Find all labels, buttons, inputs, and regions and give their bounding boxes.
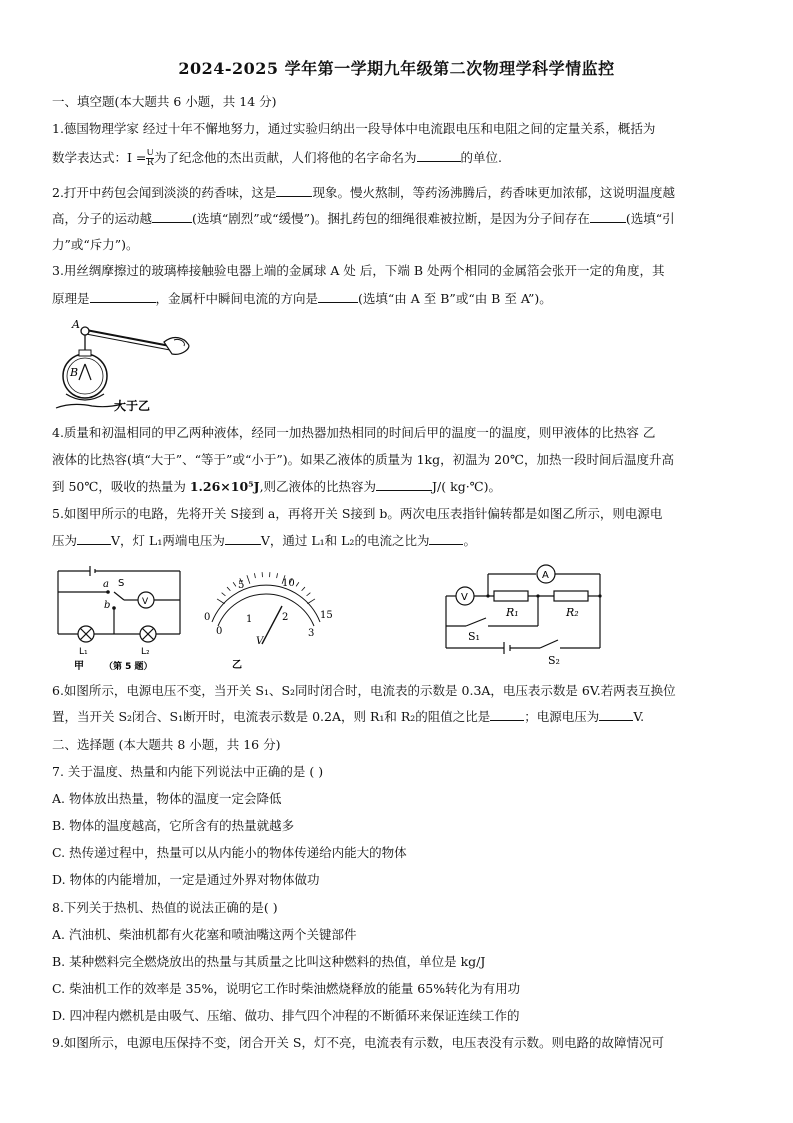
q8-option-b[interactable]: B. 某种燃料完全燃烧放出的热量与其质量之比叫这种燃料的热值，单位是 kg/J (52, 954, 486, 969)
q2-blank-2[interactable] (152, 210, 192, 223)
dial-inner-0: 0 (216, 626, 223, 637)
electroscope-figure (52, 316, 212, 416)
q6-line-1: 6.如图所示，电源电压不变，当开关 S₁、S₂同时闭合时，电流表的示数是 0.3A，电压表示数是 6V.若两表互换位 (52, 683, 676, 698)
dial-tick (217, 599, 225, 604)
q1-line-2 (52, 149, 752, 168)
q4-blank[interactable] (376, 478, 432, 491)
dial-tick (307, 599, 315, 604)
q8-option-d[interactable]: D. 四冲程内燃机是由吸气、压缩、做功、排气四个冲程的不断循环来保证连续工作的 (52, 1008, 520, 1023)
r1-label: R₁ (506, 606, 519, 619)
q1-blank[interactable] (417, 149, 461, 162)
q6-line-2: 置，当开关 S₂闭合、S₁断开时，电流表示数是 0.2A，则 R₁和 R₂的阻值之比是 ；电源电压为 V. (52, 709, 645, 724)
q8-stem: 8.下列关于热机、热值的说法正确的是( ) (52, 900, 278, 915)
q8-option-c[interactable]: C. 柴油机工作的效率是 35%，说明它工作时柴油燃烧释放的能量 65%转化为有用功 (52, 981, 521, 996)
q1-formula-prefix: 数学表达式：I = (52, 150, 147, 165)
q5-line-2: 压为 V，灯 L₁两端电压为 V，通过 L₁和 L₂的电流之比为 。 (52, 533, 476, 548)
fig-question-label: （第 5 题） (104, 662, 153, 672)
q6-voltmeter-label: V (461, 592, 468, 603)
fig-jia-label: 甲 (74, 661, 84, 672)
figure-caption: 大于乙 (114, 399, 151, 413)
dial-tick (296, 582, 299, 586)
switch-b-label: b (104, 600, 111, 611)
dial-v-label: V (256, 636, 264, 647)
q2-blank-1[interactable] (276, 184, 312, 197)
section-fill-blank-heading: 一、填空题(本大题共 6 小题，共 14 分) (52, 94, 277, 109)
q1-line-1: 1.德国物理学家 经过十年不懈地努力，通过实验归纳出一段导体中电流跟电压和电阻之间的定量关系，概括为 (52, 121, 656, 136)
q1-text-end: 的单位. (460, 150, 502, 165)
q2-line-1: 2.打开中药包会闻到淡淡的药香味，这是 现象。慢火熬制，等药汤沸腾后，药香味更加浓郁，这说明温度越 (52, 185, 675, 200)
r2-label: R₂ (566, 606, 579, 619)
switch-s-label: S (118, 578, 125, 589)
q6-blank-2[interactable] (599, 708, 633, 721)
dial-inner-3: 3 (308, 628, 315, 639)
q7-option-a[interactable]: A. 物体放出热量，物体的温度一定会降低 (52, 791, 282, 806)
section-choice-heading: 二、选择题 (本大题共 8 小题，共 16 分) (52, 737, 281, 752)
q6-blank-1[interactable] (490, 708, 524, 721)
q3-line-2: 原理是 ，金属杆中瞬间电流的方向是 (选填“由 A 至 B”或“由 B 至 A”)。 (52, 291, 552, 306)
dial-outer-0: 0 (204, 612, 211, 623)
dial-outer-15: 15 (320, 610, 333, 621)
q7-option-c[interactable]: C. 热传递过程中，热量可以从内能小的物体传递给内能大的物体 (52, 845, 407, 860)
dial-tick (247, 575, 250, 583)
circuit-jia-figure (52, 562, 202, 672)
q3-blank-2[interactable] (318, 290, 358, 303)
q2-blank-3[interactable] (590, 210, 626, 223)
q2-line-3: 力”或“斥力”)。 (52, 237, 139, 252)
q5-blank-2[interactable] (225, 532, 261, 545)
q4-line-3: 到 50℃，吸收的热量为 1.26×10⁵J,则乙液体的比热容为 J/( kg·℃)。 (52, 479, 502, 494)
dial-tick (233, 582, 236, 586)
dial-tick (277, 573, 278, 578)
voltmeter-dial-figure (198, 572, 338, 672)
q3-blank-1[interactable] (90, 290, 156, 303)
dial-inner-1: 1 (246, 614, 253, 625)
s1-label: S₁ (468, 630, 480, 643)
q7-stem: 7. 关于温度、热量和内能下列说法中正确的是 ( ) (52, 764, 324, 779)
dial-tick (254, 573, 255, 578)
q9-stem: 9.如图所示，电源电压保持不变，闭合开关 S，灯不亮，电流表有示数，电压表没有示数。则电路的故障情况可 (52, 1035, 664, 1050)
q3-line-1: 3.用丝绸摩擦过的玻璃棒接触验电器上端的金属球 A 处 后，下端 B 处两个相同的金属箔会张开一定的角度，其 (52, 263, 665, 278)
dial-outer-5: 5 (238, 580, 245, 591)
label-b: B (70, 366, 79, 379)
dial-tick (307, 593, 311, 596)
s2-label: S₂ (548, 654, 560, 667)
circuit-r1-r2-figure (440, 562, 610, 672)
fig-yi-label: 乙 (232, 660, 242, 671)
q2-line-2: 高，分子的运动越 (选填“剧烈”或“缓慢”)。捆扎药包的细绳很难被拉断，是因为分子间存在 (选填“引 (52, 211, 675, 226)
q4-line-2: 液体的比热容(填“大于”、“等于”或“小于”)。如果乙液体的质量为 1kg，初温为 20℃，加热一段时间后温度升高 (52, 452, 674, 467)
lamp-l1-label: L₁ (79, 647, 88, 657)
label-a: A (72, 318, 80, 331)
q4-line-1: 4.质量和初温相同的甲乙两种液体，经同一加热器加热相同的时间后甲的温度一的温度，则甲液体的比热容 乙 (52, 425, 656, 440)
dial-tick (222, 593, 226, 596)
q5-blank-1[interactable] (77, 532, 111, 545)
q8-option-a[interactable]: A. 汽油机、柴油机都有火花塞和喷油嘴这两个关键部件 (52, 927, 357, 942)
dial-inner-2: 2 (282, 612, 289, 623)
page-title: 2024-2025 学年第一学期九年级第二次物理学科学情监控 (178, 59, 615, 78)
dial-outer-10: 10 (282, 578, 295, 589)
ohm-fraction: $\frac{U}{R}$ (146, 149, 154, 168)
q5-blank-3[interactable] (429, 532, 463, 545)
q7-option-b[interactable]: B. 物体的温度越高，它所含有的热量就越多 (52, 818, 295, 833)
dial-tick (227, 587, 230, 591)
voltmeter-label: V (142, 597, 149, 607)
dial-tick (302, 587, 305, 591)
lamp-l2-label: L₂ (141, 647, 150, 657)
switch-a-label: a (103, 579, 109, 590)
q5-line-1: 5.如图甲所示的电路，先将开关 S接到 a，再将开关 S接到 b。两次电压表指针偏转都是如图乙所示，则电源电 (52, 506, 663, 521)
q6-ammeter-label: A (542, 570, 549, 581)
q7-option-d[interactable]: D. 物体的内能增加，一定是通过外界对物体做功 (52, 872, 320, 887)
q1-text: 为了纪念他的杰出贡献，人们将他的名字命名为 (153, 150, 417, 165)
